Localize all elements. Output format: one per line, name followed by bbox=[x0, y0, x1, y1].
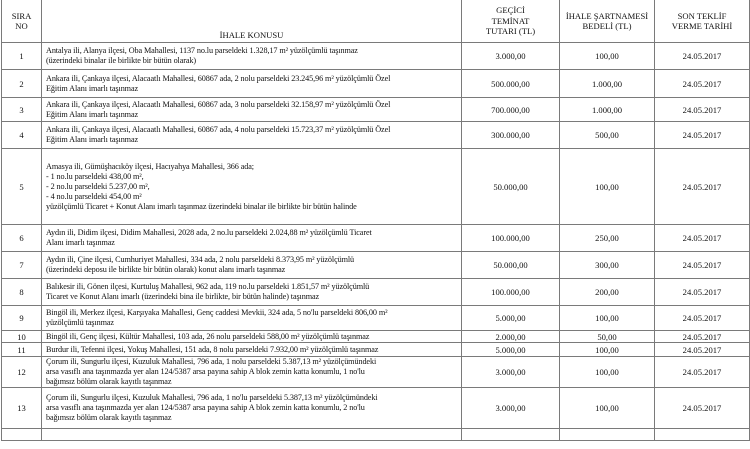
row-sartname-bedeli: 100,00 bbox=[560, 306, 655, 331]
row-son-teklif-tarihi: 24.05.2017 bbox=[655, 149, 750, 225]
row-teminat: 500.000,00 bbox=[462, 70, 560, 98]
row-subject bbox=[42, 343, 462, 357]
row-subject-line: Bingöl ili, Merkez ilçesi, Karşıyaka Mahallesi, Genç caddesi Mevkii, 324 ada, 5 no'lu parseldeki 806,00 m² bbox=[46, 308, 388, 317]
row-subject-line: Eğitim Alanı imarlı taşınmaz bbox=[46, 109, 139, 119]
header-son-teklif bbox=[655, 0, 750, 43]
row-number: 11 bbox=[2, 343, 42, 357]
header-sartname-bedeli-line1: İHALE ŞARTNAMESİ bbox=[565, 10, 649, 21]
row-teminat: 50.000,00 bbox=[462, 149, 560, 225]
row-subject bbox=[42, 43, 462, 70]
header-sira-no bbox=[2, 0, 42, 43]
row-subject-line: Alanı imarlı taşınmaz bbox=[46, 238, 115, 247]
row-subject-line: Ticaret ve Konut Alanı imarlı (üzerindeki bina ile birlikte, bir bütün halinde) taşınmaz bbox=[46, 292, 320, 301]
row-subject-line: yüzölçümlü Ticaret + Konut Alanı imarlı taşınmaz üzerindeki binalar ile birlikte bir bütün halinde bbox=[46, 201, 357, 211]
row-number: 12 bbox=[2, 357, 42, 388]
row-sartname-bedeli: 1.000,00 bbox=[560, 98, 655, 122]
table-row bbox=[2, 357, 750, 388]
table-row bbox=[2, 252, 750, 279]
row-sartname-bedeli: 100,00 bbox=[560, 43, 655, 70]
row-subject bbox=[42, 225, 462, 252]
row-sartname-bedeli bbox=[560, 429, 655, 441]
table-row bbox=[2, 429, 750, 441]
row-subject-line: arsa vasıflı ana taşınmazda yer alan 124/5387 arsa payına sahip A blok zemin katta konumlu, 2 no'lu bbox=[46, 403, 365, 412]
row-sartname-bedeli: 100,00 bbox=[560, 388, 655, 429]
table-row bbox=[2, 388, 750, 429]
header-sartname-bedeli-line2: BEDELİ (TL) bbox=[582, 21, 632, 31]
row-subject-line: - 2 no.lu parseldeki 5.237,00 m², bbox=[46, 181, 150, 191]
row-son-teklif-tarihi: 24.05.2017 bbox=[655, 98, 750, 122]
row-subject-line: bağımsız bölüm olarak kayıtlı taşınmaz bbox=[46, 377, 172, 386]
header-gecici-teminat-line1: GEÇİCİ bbox=[496, 5, 525, 16]
row-subject-line: Çorum ili, Sungurlu ilçesi, Kuzuluk Mahallesi, 796 ada, 1 no'lu parseldeki 5.387,13 m² yüzölçümündeki bbox=[46, 393, 378, 402]
table-row bbox=[2, 98, 750, 122]
table-row bbox=[2, 306, 750, 331]
row-teminat: 2.000,00 bbox=[462, 331, 560, 343]
table-row bbox=[2, 122, 750, 149]
row-subject bbox=[42, 252, 462, 279]
row-number: 10 bbox=[2, 331, 42, 343]
row-son-teklif-tarihi bbox=[655, 429, 750, 441]
table-row bbox=[2, 70, 750, 98]
row-number: 3 bbox=[2, 98, 42, 122]
header-gecici-teminat-line3: TUTARI (TL) bbox=[485, 26, 536, 37]
row-subject-line: - 1 no.lu parseldeki 438,00 m², bbox=[46, 171, 144, 181]
row-subject-line: Bingöl ili, Genç ilçesi, Kültür Mahallesi, 103 ada, 26 nolu parseldeki 588,00 m² yüzölçümlü taşınmaz bbox=[46, 331, 370, 341]
row-subject-line: Ankara ili, Çankaya ilçesi, Alacaatlı Mahallesi, 60867 ada, 2 nolu parseldeki 23.245,96 m² yüzölçümlü Özel bbox=[46, 73, 391, 83]
row-subject bbox=[42, 331, 462, 343]
table-row bbox=[2, 43, 750, 70]
row-subject-line: Aydın ili, Didim ilçesi, Didim Mahallesi, 2028 ada, 2 no.lu parseldeki 2.024,88 m² yüzölçümlü Ticaret bbox=[46, 228, 372, 237]
tender-table bbox=[1, 0, 750, 441]
row-subject-line: Antalya ili, Alanya ilçesi, Oba Mahallesi, 1137 no.lu parseldeki 1.328,17 m² yüzölçümlü taşınmaz bbox=[46, 46, 358, 55]
row-subject-line: Çorum ili, Sungurlu ilçesi, Kuzuluk Mahallesi, 796 ada, 1 nolu parseldeki 5.387,13 m² yüzölçümündeki bbox=[46, 357, 377, 366]
row-teminat: 50.000,00 bbox=[462, 252, 560, 279]
row-number: 1 bbox=[2, 43, 42, 70]
row-subject-line: Eğitim Alanı imarlı taşınmaz bbox=[46, 83, 139, 93]
row-subject-line: Amasya ili, Gümüşhacıköy ilçesi, Hacıyahya Mahallesi, 366 ada; bbox=[46, 161, 254, 171]
row-subject-line: Aydın ili, Çine ilçesi, Cumhuriyet Mahallesi, 334 ada, 2 nolu parseldeki 8.373,95 m² yüzölçümlü bbox=[46, 255, 355, 264]
row-number: 4 bbox=[2, 122, 42, 149]
header-gecici-teminat-line2: TEMİNAT bbox=[491, 15, 530, 26]
row-son-teklif-tarihi: 24.05.2017 bbox=[655, 306, 750, 331]
row-teminat: 300.000,00 bbox=[462, 122, 560, 149]
table-header-row bbox=[2, 0, 750, 43]
row-number: 9 bbox=[2, 306, 42, 331]
row-subject-line: Eğitim Alanı imarlı taşınmaz bbox=[46, 135, 139, 144]
row-son-teklif-tarihi: 24.05.2017 bbox=[655, 279, 750, 306]
table-row bbox=[2, 225, 750, 252]
header-son-teklif-line1: SON TEKLİF bbox=[677, 10, 727, 21]
row-subject-line: Ankara ili, Çankaya ilçesi, Alacaatlı Mahallesi, 60867 ada, 3 nolu parseldeki 32.158,97 m² yüzölçümlü Özel bbox=[46, 99, 391, 109]
row-subject-line: arsa vasıflı ana taşınmazda yer alan 124/5387 arsa payına sahip A blok zemin katta konumlu, 1 no'lu bbox=[46, 367, 365, 376]
row-son-teklif-tarihi: 24.05.2017 bbox=[655, 122, 750, 149]
row-number: 8 bbox=[2, 279, 42, 306]
row-subject bbox=[42, 98, 462, 122]
row-subject bbox=[42, 70, 462, 98]
row-teminat: 3.000,00 bbox=[462, 388, 560, 429]
row-subject bbox=[42, 122, 462, 149]
row-number: 2 bbox=[2, 70, 42, 98]
row-number: 13 bbox=[2, 388, 42, 429]
row-teminat: 3.000,00 bbox=[462, 357, 560, 388]
row-son-teklif-tarihi: 24.05.2017 bbox=[655, 331, 750, 343]
row-subject bbox=[42, 306, 462, 331]
row-son-teklif-tarihi: 24.05.2017 bbox=[655, 388, 750, 429]
row-subject-line: Ankara ili, Çankaya ilçesi, Alacaatlı Mahallesi, 60867 ada, 4 nolu parseldeki 15.723,37 m² yüzölçümlü Özel bbox=[46, 125, 391, 134]
table-row bbox=[2, 279, 750, 306]
header-sartname-bedeli bbox=[560, 0, 655, 43]
row-sartname-bedeli: 200,00 bbox=[560, 279, 655, 306]
row-son-teklif-tarihi: 24.05.2017 bbox=[655, 70, 750, 98]
row-subject bbox=[42, 279, 462, 306]
row-son-teklif-tarihi: 24.05.2017 bbox=[655, 343, 750, 357]
header-sira-no-line2: NO bbox=[15, 21, 28, 31]
row-subject-line: Balıkesir ili, Gönen ilçesi, Kurtuluş Mahallesi, 962 ada, 119 no.lu parseldeki 1.851,57 m² yüzölçümlü bbox=[46, 282, 370, 291]
row-sartname-bedeli: 300,00 bbox=[560, 252, 655, 279]
header-ihale-konusu-text: İHALE KONUSU bbox=[219, 29, 284, 40]
row-sartname-bedeli: 250,00 bbox=[560, 225, 655, 252]
row-number: 6 bbox=[2, 225, 42, 252]
table-body bbox=[2, 43, 750, 441]
header-sira-no-line1: SIRA bbox=[11, 10, 32, 21]
row-teminat: 700.000,00 bbox=[462, 98, 560, 122]
row-subject-line: yüzölçümlü taşınmaz bbox=[46, 318, 114, 327]
row-subject bbox=[42, 357, 462, 388]
header-gecici-teminat bbox=[462, 0, 560, 43]
row-teminat: 100.000,00 bbox=[462, 225, 560, 252]
row-teminat bbox=[462, 429, 560, 441]
row-teminat: 5.000,00 bbox=[462, 343, 560, 357]
row-subject-line: (üzerindeki deposu ile birlikte bir bütün olarak) konut alanı imarlı taşınmaz bbox=[46, 265, 286, 274]
header-ihale-konusu bbox=[42, 0, 462, 43]
row-sartname-bedeli: 100,00 bbox=[560, 149, 655, 225]
row-son-teklif-tarihi: 24.05.2017 bbox=[655, 357, 750, 388]
row-subject-line: (üzerindeki binalar ile birlikte bir bütün olarak) bbox=[46, 56, 197, 65]
row-number: 7 bbox=[2, 252, 42, 279]
table-row bbox=[2, 149, 750, 225]
table-row bbox=[2, 331, 750, 343]
row-number: 5 bbox=[2, 149, 42, 225]
row-sartname-bedeli: 100,00 bbox=[560, 357, 655, 388]
row-subject-line: Burdur ili, Tefenni ilçesi, Yokuş Mahallesi, 151 ada, 8 nolu parseldeki 7.932,00 m² yüzölçümlü taşınmaz bbox=[46, 344, 379, 354]
row-sartname-bedeli: 100,00 bbox=[560, 343, 655, 357]
row-number bbox=[2, 429, 42, 441]
row-son-teklif-tarihi: 24.05.2017 bbox=[655, 43, 750, 70]
row-subject-line: - 4 no.lu parseldeki 454,00 m² bbox=[46, 191, 142, 201]
row-subject bbox=[42, 388, 462, 429]
row-teminat: 100.000,00 bbox=[462, 279, 560, 306]
row-sartname-bedeli: 50,00 bbox=[560, 331, 655, 343]
row-son-teklif-tarihi: 24.05.2017 bbox=[655, 252, 750, 279]
row-sartname-bedeli: 500,00 bbox=[560, 122, 655, 149]
row-subject bbox=[42, 429, 462, 441]
row-son-teklif-tarihi: 24.05.2017 bbox=[655, 225, 750, 252]
row-subject bbox=[42, 149, 462, 225]
table-row bbox=[2, 343, 750, 357]
row-subject-line: bağımsız bölüm olarak kayıtlı taşınmaz bbox=[46, 413, 172, 422]
row-sartname-bedeli: 1.000,00 bbox=[560, 70, 655, 98]
header-son-teklif-line2: VERME TARİHİ bbox=[671, 21, 733, 31]
row-teminat: 5.000,00 bbox=[462, 306, 560, 331]
row-teminat: 3.000,00 bbox=[462, 43, 560, 70]
